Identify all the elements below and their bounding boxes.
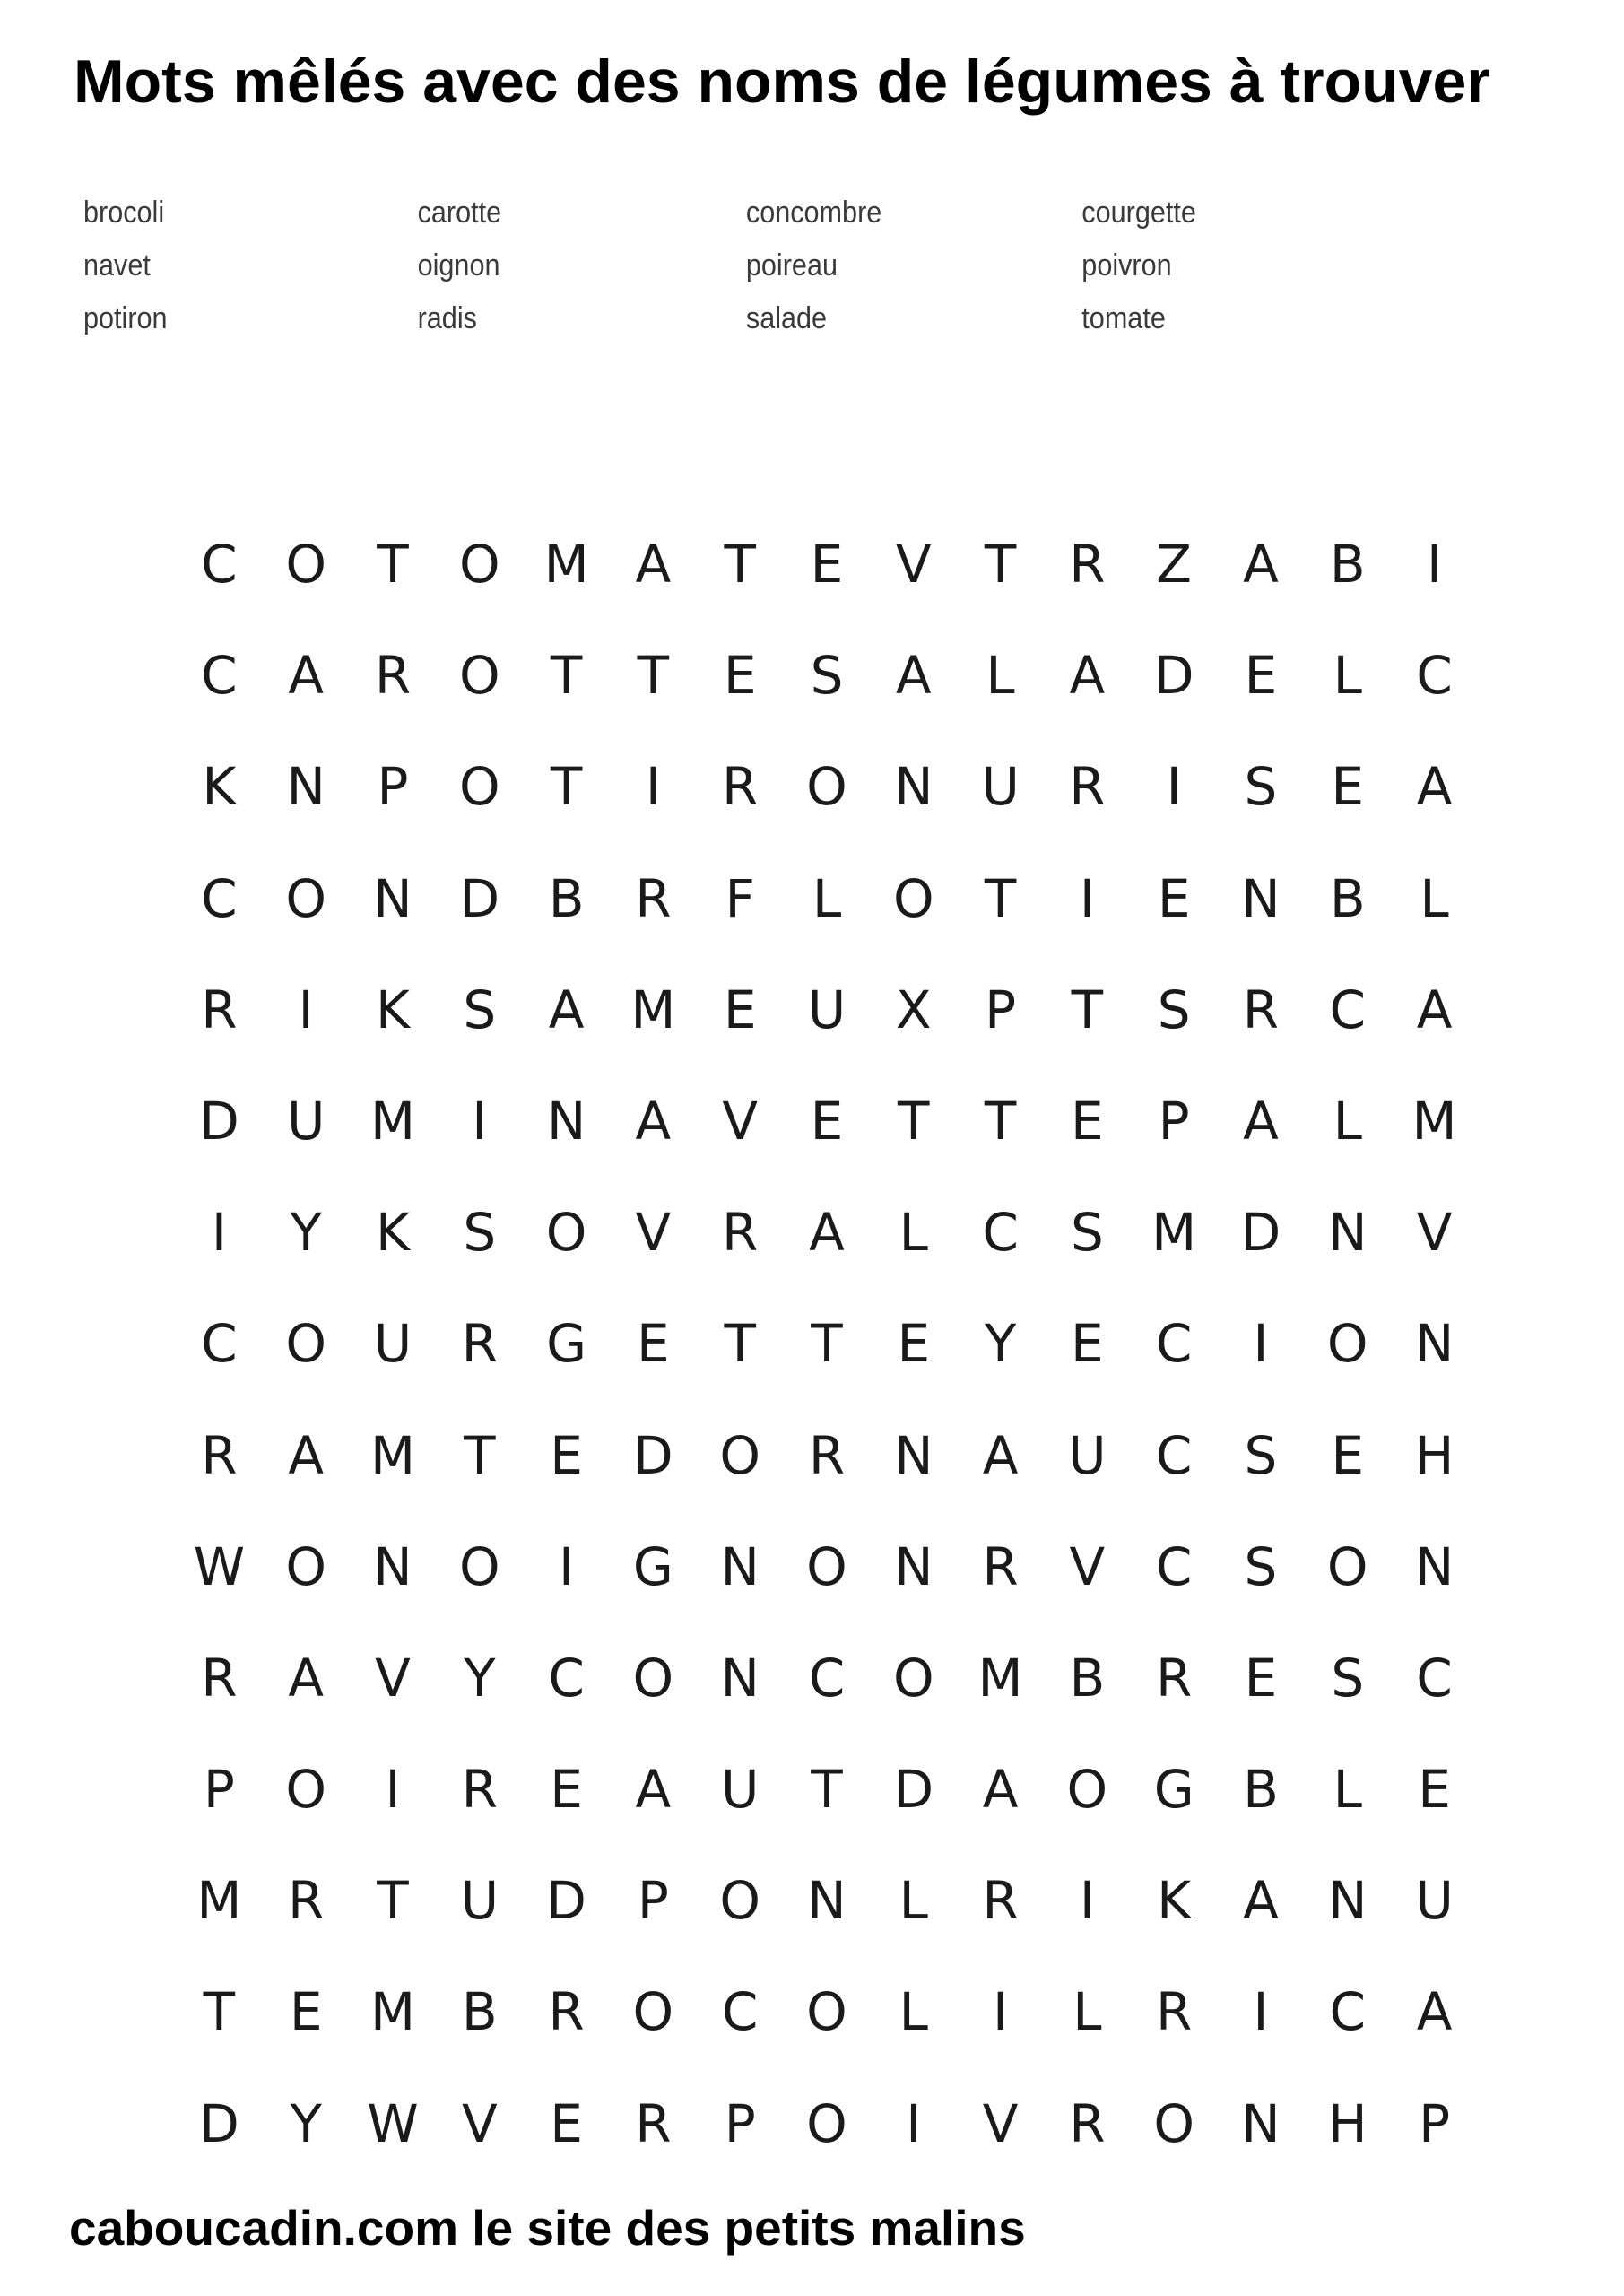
grid-letter: O bbox=[458, 645, 500, 707]
grid-letter: N bbox=[1414, 1535, 1455, 1597]
grid-letter: A bbox=[548, 978, 585, 1040]
grid-letter: O bbox=[719, 1870, 760, 1932]
word-list-item: tomate bbox=[1081, 301, 1166, 335]
grid-letter: O bbox=[806, 756, 847, 818]
grid-letter: R bbox=[201, 1424, 238, 1486]
grid-letter: K bbox=[375, 1202, 411, 1264]
grid-letter: U bbox=[1415, 1870, 1454, 1932]
grid-letter: L bbox=[1333, 1759, 1362, 1821]
grid-letter: M bbox=[1411, 1090, 1457, 1152]
word-list-item: concombre bbox=[745, 196, 882, 230]
grid-letter: T bbox=[1071, 978, 1104, 1040]
grid-letter: D bbox=[1240, 1202, 1281, 1264]
grid-letter: G bbox=[1153, 1759, 1194, 1821]
grid-letter: R bbox=[461, 1313, 498, 1375]
grid-letter: E bbox=[1071, 1090, 1104, 1152]
grid-letter: E bbox=[897, 1313, 931, 1375]
grid-letter: E bbox=[550, 2092, 583, 2154]
grid-letter: A bbox=[288, 1647, 325, 1709]
grid-letter: M bbox=[630, 978, 676, 1040]
grid-letter: O bbox=[1153, 2092, 1194, 2154]
grid-letter: N bbox=[1414, 1313, 1455, 1375]
grid-letter: A bbox=[1069, 645, 1106, 707]
grid-letter: B bbox=[548, 867, 585, 929]
grid-letter: O bbox=[1066, 1759, 1108, 1821]
grid-letter: N bbox=[894, 1424, 934, 1486]
grid-letter: B bbox=[461, 1981, 498, 2043]
grid-letter: N bbox=[1241, 2092, 1281, 2154]
grid-letter: E bbox=[550, 1424, 583, 1486]
grid-letter: H bbox=[1327, 2092, 1368, 2154]
grid-letter: N bbox=[720, 1647, 760, 1709]
grid-letter: C bbox=[548, 1647, 585, 1709]
grid-letter: S bbox=[1070, 1202, 1104, 1264]
grid-letter: M bbox=[369, 1981, 416, 2043]
grid-letter: R bbox=[722, 756, 759, 818]
grid-letter: S bbox=[810, 645, 844, 707]
grid-letter: N bbox=[807, 1870, 847, 1932]
grid-letter: N bbox=[286, 756, 326, 818]
grid-letter: T bbox=[550, 645, 583, 707]
grid-letter: M bbox=[1151, 1202, 1197, 1264]
grid-letter: A bbox=[1243, 1090, 1279, 1152]
grid-letter: N bbox=[1328, 1202, 1368, 1264]
grid-letter: A bbox=[288, 1424, 325, 1486]
grid-letter: R bbox=[1156, 1981, 1193, 2043]
grid-letter: R bbox=[635, 867, 672, 929]
grid-letter: A bbox=[635, 1090, 672, 1152]
grid-letter: T bbox=[203, 1981, 236, 2043]
word-list-item: oignon bbox=[417, 248, 500, 283]
grid-letter: O bbox=[285, 534, 327, 595]
grid-letter: T bbox=[811, 1313, 843, 1375]
grid-letter: T bbox=[377, 534, 409, 595]
word-list-item: carotte bbox=[417, 196, 502, 230]
grid-letter: R bbox=[1069, 756, 1106, 818]
grid-letter: S bbox=[463, 978, 497, 1040]
grid-letter: R bbox=[548, 1981, 585, 2043]
grid-letter: P bbox=[724, 2092, 756, 2154]
grid-letter: B bbox=[1243, 1759, 1279, 1821]
grid-letter: Y bbox=[290, 2092, 322, 2154]
grid-letter: M bbox=[543, 534, 589, 595]
grid-letter: T bbox=[724, 534, 756, 595]
grid-letter: D bbox=[893, 1759, 934, 1821]
grid-letter: E bbox=[1331, 756, 1365, 818]
grid-letter: O bbox=[458, 1535, 500, 1597]
grid-letter: I bbox=[385, 1759, 401, 1821]
grid-letter: O bbox=[632, 1647, 674, 1709]
grid-letter: E bbox=[1157, 867, 1191, 929]
grid-letter: N bbox=[1241, 867, 1281, 929]
grid-letter: L bbox=[1420, 867, 1449, 929]
grid-letter: S bbox=[1244, 756, 1278, 818]
grid-letter: F bbox=[725, 867, 755, 929]
grid-letter: E bbox=[723, 645, 757, 707]
grid-letter: A bbox=[895, 645, 932, 707]
grid-letter: C bbox=[1155, 1535, 1193, 1597]
grid-letter: N bbox=[373, 867, 413, 929]
grid-letter: E bbox=[1071, 1313, 1104, 1375]
grid-letter: O bbox=[458, 534, 500, 595]
word-list-item: poireau bbox=[745, 248, 838, 283]
grid-letter: L bbox=[986, 645, 1015, 707]
grid-letter: E bbox=[637, 1313, 670, 1375]
grid-letter: B bbox=[1329, 867, 1366, 929]
grid-letter: M bbox=[369, 1424, 416, 1486]
grid-letter: O bbox=[1326, 1535, 1368, 1597]
grid-letter: R bbox=[982, 1535, 1019, 1597]
grid-letter: R bbox=[808, 1424, 846, 1486]
grid-letter: C bbox=[201, 1313, 238, 1375]
footer-text: caboucadin.com le site des petits malins bbox=[69, 2200, 1026, 2256]
grid-letter: Y bbox=[464, 1647, 496, 1709]
grid-letter: P bbox=[377, 756, 409, 818]
grid-letter: U bbox=[981, 756, 1020, 818]
grid-letter: I bbox=[1079, 867, 1095, 929]
grid-letter: T bbox=[811, 1759, 843, 1821]
grid-letter: I bbox=[1079, 1870, 1095, 1932]
grid-letter: A bbox=[809, 1202, 845, 1264]
grid-letter: A bbox=[982, 1424, 1019, 1486]
grid-letter: A bbox=[1416, 1981, 1453, 2043]
grid-letter: O bbox=[1326, 1313, 1368, 1375]
grid-letter: I bbox=[559, 1535, 575, 1597]
grid-letter: E bbox=[550, 1759, 583, 1821]
grid-letter: U bbox=[373, 1313, 413, 1375]
grid-letter: V bbox=[895, 534, 932, 595]
grid-letter: O bbox=[719, 1424, 760, 1486]
grid-letter: R bbox=[982, 1870, 1019, 1932]
grid-letter: C bbox=[1416, 645, 1453, 707]
grid-letter: W bbox=[367, 2092, 419, 2154]
grid-letter: R bbox=[1242, 978, 1280, 1040]
grid-letter: C bbox=[1155, 1313, 1193, 1375]
grid-letter: O bbox=[806, 2092, 847, 2154]
grid-letter: P bbox=[1419, 2092, 1451, 2154]
grid-letter: E bbox=[1244, 645, 1278, 707]
grid-letter: V bbox=[1069, 1535, 1106, 1597]
grid-letter: P bbox=[1158, 1090, 1190, 1152]
grid-letter: I bbox=[472, 1090, 488, 1152]
grid-letter: T bbox=[464, 1424, 496, 1486]
grid-letter: B bbox=[1329, 534, 1366, 595]
grid-letter: A bbox=[635, 534, 672, 595]
grid-letter: I bbox=[1253, 1313, 1269, 1375]
grid-letter: U bbox=[286, 1090, 326, 1152]
grid-letter: D bbox=[1153, 645, 1194, 707]
word-list-item: radis bbox=[417, 301, 477, 335]
grid-letter: L bbox=[899, 1870, 928, 1932]
grid-letter: C bbox=[201, 534, 238, 595]
grid-letter: A bbox=[635, 1759, 672, 1821]
grid-letter: L bbox=[1333, 645, 1362, 707]
grid-letter: U bbox=[807, 978, 847, 1040]
grid-letter: C bbox=[721, 1981, 759, 2043]
grid-letter: O bbox=[458, 756, 500, 818]
grid-letter: U bbox=[720, 1759, 760, 1821]
grid-letter: V bbox=[722, 1090, 759, 1152]
grid-letter: A bbox=[1416, 978, 1453, 1040]
grid-letter: S bbox=[1244, 1535, 1278, 1597]
grid-letter: A bbox=[1243, 534, 1279, 595]
grid-letter: O bbox=[285, 1313, 327, 1375]
grid-letter: A bbox=[1243, 1870, 1279, 1932]
grid-letter: T bbox=[984, 534, 1017, 595]
grid-letter: K bbox=[375, 978, 411, 1040]
grid-letter: P bbox=[637, 1870, 669, 1932]
grid-letter: N bbox=[546, 1090, 586, 1152]
grid-letter: Y bbox=[984, 1313, 1017, 1375]
grid-letter: E bbox=[289, 1981, 323, 2043]
grid-letter: E bbox=[810, 1090, 844, 1152]
grid-letter: R bbox=[201, 978, 238, 1040]
grid-letter: O bbox=[892, 1647, 934, 1709]
grid-letter: T bbox=[984, 867, 1017, 929]
grid-letter: S bbox=[1331, 1647, 1365, 1709]
grid-letter: S bbox=[1157, 978, 1191, 1040]
grid-letter: C bbox=[982, 1202, 1019, 1264]
grid-letter: H bbox=[1414, 1424, 1455, 1486]
grid-letter: I bbox=[1427, 534, 1443, 595]
grid-letter: U bbox=[1068, 1424, 1107, 1486]
grid-letter: I bbox=[211, 1202, 227, 1264]
grid-letter: D bbox=[459, 867, 500, 929]
grid-letter: I bbox=[1166, 756, 1182, 818]
grid-letter: S bbox=[463, 1202, 497, 1264]
grid-letter: S bbox=[1244, 1424, 1278, 1486]
word-list-item: navet bbox=[83, 248, 151, 283]
grid-letter: M bbox=[369, 1090, 416, 1152]
grid-letter: Y bbox=[290, 1202, 322, 1264]
grid-letter: O bbox=[806, 1981, 847, 2043]
grid-letter: N bbox=[894, 756, 934, 818]
grid-letter: R bbox=[1069, 534, 1106, 595]
grid-letter: K bbox=[1157, 1870, 1192, 1932]
grid-letter: P bbox=[985, 978, 1017, 1040]
word-list-item: salade bbox=[745, 301, 828, 335]
grid-letter: O bbox=[285, 1759, 327, 1821]
grid-letter: T bbox=[637, 645, 670, 707]
grid-letter: E bbox=[1418, 1759, 1451, 1821]
grid-letter: M bbox=[196, 1870, 242, 1932]
grid-letter: C bbox=[1329, 1981, 1366, 2043]
grid-letter: V bbox=[982, 2092, 1019, 2154]
grid-letter: E bbox=[1244, 1647, 1278, 1709]
grid-letter: O bbox=[632, 1981, 674, 2043]
grid-letter: O bbox=[285, 1535, 327, 1597]
grid-letter: D bbox=[199, 2092, 239, 2154]
grid-letter: N bbox=[720, 1535, 760, 1597]
grid-letter: R bbox=[201, 1647, 238, 1709]
grid-letter: T bbox=[550, 756, 583, 818]
grid-letter: O bbox=[545, 1202, 587, 1264]
grid-letter: C bbox=[1416, 1647, 1453, 1709]
grid-letter: I bbox=[645, 756, 661, 818]
grid-letter: O bbox=[806, 1535, 847, 1597]
grid-letter: A bbox=[982, 1759, 1019, 1821]
grid-letter: A bbox=[288, 645, 325, 707]
grid-letter: W bbox=[193, 1535, 246, 1597]
letter-grid bbox=[176, 527, 1478, 2198]
grid-letter: N bbox=[1328, 1870, 1368, 1932]
grid-letter: D bbox=[199, 1090, 239, 1152]
grid-letter: G bbox=[632, 1535, 673, 1597]
grid-letter: Z bbox=[1156, 534, 1193, 595]
grid-letter: E bbox=[723, 978, 757, 1040]
grid-letter: R bbox=[288, 1870, 325, 1932]
grid-letter: A bbox=[1416, 756, 1453, 818]
word-list-item: poivron bbox=[1081, 248, 1172, 283]
grid-letter: O bbox=[285, 867, 327, 929]
grid-letter: E bbox=[1331, 1424, 1365, 1486]
grid-letter: I bbox=[298, 978, 314, 1040]
grid-letter: V bbox=[635, 1202, 672, 1264]
grid-letter: T bbox=[984, 1090, 1017, 1152]
grid-letter: R bbox=[1069, 2092, 1106, 2154]
grid-letter: V bbox=[1416, 1202, 1453, 1264]
grid-letter: I bbox=[993, 1981, 1009, 2043]
grid-letter: G bbox=[546, 1313, 587, 1375]
grid-letter: M bbox=[977, 1647, 1023, 1709]
grid-letter: L bbox=[1073, 1981, 1102, 2043]
grid-letter: D bbox=[546, 1870, 586, 1932]
grid-letter: R bbox=[461, 1759, 498, 1821]
grid-letter: E bbox=[810, 534, 844, 595]
word-list-item: potiron bbox=[83, 301, 168, 335]
grid-letter: L bbox=[899, 1202, 928, 1264]
grid-letter: C bbox=[201, 867, 238, 929]
grid-letter: P bbox=[203, 1759, 235, 1821]
grid-letter: L bbox=[899, 1981, 928, 2043]
grid-letter: R bbox=[722, 1202, 759, 1264]
grid-letter: N bbox=[894, 1535, 934, 1597]
grid-letter: R bbox=[374, 645, 412, 707]
grid-letter: I bbox=[906, 2092, 922, 2154]
grid-letter: N bbox=[373, 1535, 413, 1597]
grid-letter: T bbox=[898, 1090, 930, 1152]
grid-letter: V bbox=[461, 2092, 498, 2154]
grid-letter: L bbox=[812, 867, 842, 929]
page-title: Mots mêlés avec des noms de légumes à trouver bbox=[74, 48, 1490, 116]
grid-letter: L bbox=[1333, 1090, 1362, 1152]
grid-letter: B bbox=[1069, 1647, 1106, 1709]
grid-letter: O bbox=[892, 867, 934, 929]
grid-letter: I bbox=[1253, 1981, 1269, 2043]
grid-letter: R bbox=[1156, 1647, 1193, 1709]
grid-letter: C bbox=[808, 1647, 846, 1709]
word-list bbox=[83, 187, 1391, 345]
grid-letter: D bbox=[633, 1424, 673, 1486]
grid-letter: T bbox=[724, 1313, 756, 1375]
grid-letter: C bbox=[201, 645, 238, 707]
grid-letter: X bbox=[895, 978, 932, 1040]
grid-letter: R bbox=[635, 2092, 672, 2154]
grid-letter: U bbox=[460, 1870, 499, 1932]
grid-letter: V bbox=[375, 1647, 411, 1709]
grid-letter: K bbox=[202, 756, 237, 818]
grid-letter: C bbox=[1329, 978, 1366, 1040]
grid-letter: T bbox=[377, 1870, 409, 1932]
word-list-item: courgette bbox=[1081, 196, 1196, 230]
grid-letter: C bbox=[1155, 1424, 1193, 1486]
word-list-item: brocoli bbox=[83, 196, 165, 230]
